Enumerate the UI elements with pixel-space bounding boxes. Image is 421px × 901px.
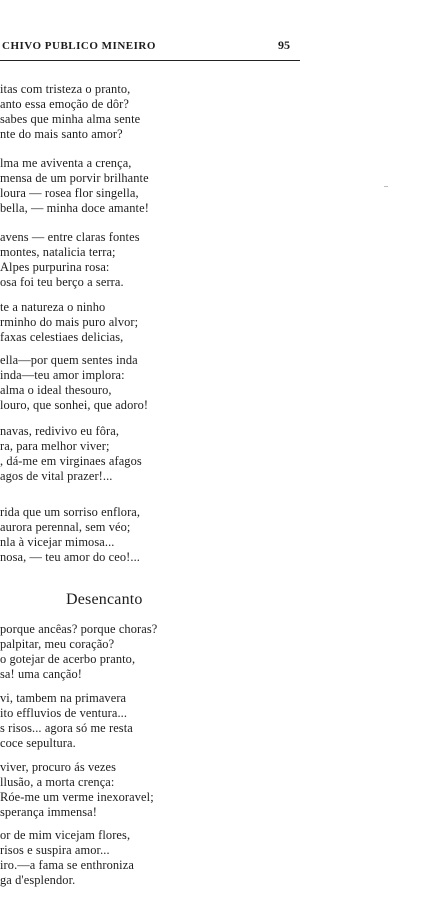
verse-line: faxas celestiaes delicias, <box>0 330 124 344</box>
verse-line: sa! uma canção! <box>0 667 82 681</box>
verse-line: ito effluvios de ventura... <box>0 706 128 720</box>
verse-line: rminho do mais puro alvor; <box>0 315 139 329</box>
verse-line: s risos... agora só me resta <box>0 721 133 735</box>
poem1-stanza-6 <box>0 424 142 484</box>
verse-line: iro.—a fama se enthroniza <box>0 858 134 872</box>
verse-line: Róe-me um verme inexoravel; <box>0 790 154 804</box>
verse-line: mensa de um porvir brilhante <box>0 171 149 185</box>
verse-line: rida que um sorriso enflora, <box>0 505 141 519</box>
verse-line: osa foi teu berço a serra. <box>0 275 124 289</box>
verse-line: vi, tambem na primavera <box>0 691 127 705</box>
verse-line: or de mim vicejam flores, <box>0 828 131 842</box>
verse-line: ella—por quem sentes inda <box>0 353 138 367</box>
verse-line: loura — rosea flor singella, <box>0 186 139 200</box>
verse-line: anto essa emoção de dôr? <box>0 97 130 111</box>
verse-line: ga d'esplendor. <box>0 873 76 887</box>
verse-line: risos e suspira amor... <box>0 843 110 857</box>
verse-line: agos de vital prazer!... <box>0 469 113 483</box>
verse-line: Alpes purpurina rosa: <box>0 260 110 274</box>
verse-line: porque ancêas? porque choras? <box>0 622 158 636</box>
poem1-stanza-1 <box>0 82 140 142</box>
paper-speck <box>384 186 388 187</box>
header-rule <box>0 60 300 61</box>
verse-line: alma o ideal thesouro, <box>0 383 112 397</box>
verse-line: nosa, — teu amor do ceo!... <box>0 550 140 564</box>
poem1-stanza-3 <box>0 230 140 290</box>
verse-line: o gotejar de acerbo pranto, <box>0 652 136 666</box>
poem2-stanza-4 <box>0 828 134 888</box>
poem1-stanza-4 <box>0 300 138 345</box>
poem2-stanza-3 <box>0 760 154 820</box>
poem1-stanza-5 <box>0 353 148 413</box>
poem2-stanza-2 <box>0 691 133 751</box>
page-number: 95 <box>278 38 290 52</box>
verse-line: palpitar, meu coração? <box>0 637 115 651</box>
verse-line: louro, que sonhei, que adoro! <box>0 398 149 412</box>
verse-line: ra, para melhor viver; <box>0 439 110 453</box>
verse-line: sabes que minha alma sente <box>0 112 141 126</box>
poem2-stanza-1 <box>0 622 157 682</box>
verse-line: avens — entre claras fontes <box>0 230 140 244</box>
running-title: CHIVO PUBLICO MINEIRO <box>2 40 156 52</box>
verse-line: itas com tristeza o pranto, <box>0 82 131 96</box>
verse-line: aurora perennal, sem véo; <box>0 520 131 534</box>
verse-line: te a natureza o ninho <box>0 300 106 314</box>
verse-line: montes, natalicia terra; <box>0 245 116 259</box>
verse-line: nla à vicejar mimosa... <box>0 535 115 549</box>
verse-line: nte do mais santo amor? <box>0 127 123 141</box>
verse-line: navas, redivivo eu fôra, <box>0 424 120 438</box>
page-header <box>0 36 300 66</box>
poem1-stanza-2 <box>0 156 149 216</box>
verse-line: llusão, a morta crença: <box>0 775 115 789</box>
verse-line: viver, procuro ás vezes <box>0 760 117 774</box>
verse-line: inda—teu amor implora: <box>0 368 125 382</box>
verse-line: , dá-me em virginaes afagos <box>0 454 142 468</box>
verse-line: sperança immensa! <box>0 805 97 819</box>
poem-title: Desencanto <box>66 591 143 608</box>
poem1-stanza-7 <box>0 505 140 565</box>
verse-line: lma me aviventa a crença, <box>0 156 132 170</box>
verse-line: bella, — minha doce amante! <box>0 201 149 215</box>
verse-line: coce sepultura. <box>0 736 76 750</box>
